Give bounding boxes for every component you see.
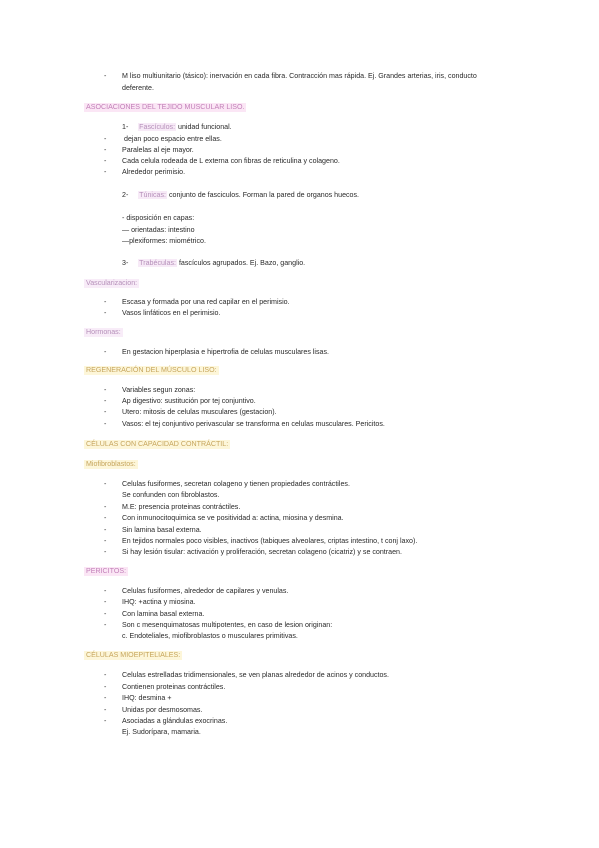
list-item-continuation: c. Endoteliales, miofibroblastos o musculares primitivas. xyxy=(122,632,298,640)
list-item: Unidas por desmosomas. xyxy=(122,706,203,714)
heading-vascularizacion: Vascularizacion: xyxy=(86,279,138,287)
list-item-continuation: Ej. Sudorípara, mamaria. xyxy=(122,728,201,736)
list-item: Asociadas a glándulas exocrinas. xyxy=(122,717,228,725)
list-item: Celulas fusiformes, alrededor de capilares y venulas. xyxy=(122,587,289,595)
item-number: 2- xyxy=(122,191,129,199)
bullet-dash: - xyxy=(104,610,107,618)
list-item: En tejidos normales poco visibles, inactivos (tabiques alveolares, criptas intestino, t conj laxo). xyxy=(122,537,418,545)
bullet-dash: - xyxy=(104,146,107,154)
bullet-dash: - xyxy=(104,348,107,356)
bullet-dash: - xyxy=(104,397,107,405)
list-item: Paralelas al eje mayor. xyxy=(122,146,194,154)
list-item: En gestacion hiperplasia e hipertrofia de celulas musculares lisas. xyxy=(122,348,330,356)
bullet-dash: - xyxy=(104,587,107,595)
list-item: Vasos: el tej conjuntivo perivascular se transforma en celulas musculares. Pericitos. xyxy=(122,420,385,428)
list-item: Escasa y formada por una red capilar en el perimisio. xyxy=(122,298,290,306)
bullet-dash: - xyxy=(104,683,107,691)
bullet-dash: - xyxy=(104,408,107,416)
bullet-dash: - xyxy=(104,537,107,545)
bullet-dash: - xyxy=(104,157,107,165)
intro-line-1: M liso multiunitario (tásico): inervación en cada fibra. Contracción mas rápida. Ej. Grandes arterias, iris, conducto xyxy=(122,72,477,80)
heading-mioepiteliales: CÉLULAS MIOEPITELIALES: xyxy=(86,651,181,659)
heading-hormonas: Hormonas: xyxy=(86,328,121,336)
heading-regeneracion: REGENERACIÓN DEL MÚSCULO LISO: xyxy=(86,366,217,374)
bullet-dash: - xyxy=(104,480,107,488)
bullet-dash: - xyxy=(104,72,107,80)
list-item: IHQ: +actina y miosina. xyxy=(122,598,196,606)
list-item: Alrededor perimisio. xyxy=(122,168,186,176)
list-item: Cada celula rodeada de L externa con fibras de reticulina y colageno. xyxy=(122,157,340,165)
bullet-dash: - xyxy=(104,671,107,679)
list-item: Son c mesenquimatosas multipotentes, en caso de lesion originan: xyxy=(122,621,333,629)
bullet-dash: - xyxy=(104,420,107,428)
list-item: Contienen proteinas contráctiles. xyxy=(122,683,226,691)
term-fasciculos: Fascículos: xyxy=(139,123,176,131)
item-number: 1- xyxy=(122,123,129,131)
bullet-dash: - xyxy=(104,621,107,629)
intro-line-2: deferente. xyxy=(122,84,154,92)
heading-miofibroblastos: Miofibroblastos: xyxy=(86,460,136,468)
term-trabeculas: Trabéculas: xyxy=(139,259,176,267)
numbered-item-2 xyxy=(122,191,359,200)
heading-asociaciones: ASOCIACIONES DEL TEJIDO MUSCULAR LISO. xyxy=(86,103,245,111)
sublist-item: — orientadas: intestino xyxy=(122,226,195,234)
list-item: Celulas fusiformes, secretan colageno y tienen propiedades contráctiles. xyxy=(122,480,350,488)
sublist-item: —plexiformes: miométrico. xyxy=(122,237,206,245)
item-text: conjunto de fasciculos. Forman la pared de organos huecos. xyxy=(166,191,360,199)
list-item: Variables segun zonas: xyxy=(122,386,196,394)
bullet-dash: - xyxy=(104,298,107,306)
heading-pericitos: PERICITOS: xyxy=(86,567,127,575)
list-item: Vasos linfáticos en el perimisio. xyxy=(122,309,221,317)
list-item: Ap digestivo: sustitución por tej conjuntivo. xyxy=(122,397,256,405)
list-item: Con inmunocitoquimica se ve positividad a: actina, miosina y desmina. xyxy=(122,514,344,522)
bullet-dash: - xyxy=(104,168,107,176)
bullet-dash: - xyxy=(104,717,107,725)
list-item: Utero: mitosis de celulas musculares (gestacion). xyxy=(122,408,277,416)
list-item: Si hay lesión tisular: activación y proliferación, secretan colageno (cicatriz) y se contraen. xyxy=(122,548,402,556)
list-item: Celulas estrelladas tridimensionales, se ven planas alrededor de acinos y conductos. xyxy=(122,671,389,679)
item-number: 3- xyxy=(122,259,129,267)
term-tunicas: Túnicas: xyxy=(139,191,166,199)
bullet-dash: - xyxy=(104,598,107,606)
item-text: fascículos agrupados. Ej. Bazo, ganglio. xyxy=(176,259,306,267)
list-item: Sin lamina basal externa. xyxy=(122,526,202,534)
bullet-dash: - xyxy=(104,694,107,702)
list-item-continuation: Se confunden con fibroblastos. xyxy=(122,491,220,499)
bullet-dash: - xyxy=(104,386,107,394)
list-item: dejan poco espacio entre ellas. xyxy=(124,135,222,143)
list-item: Con lamina basal externa. xyxy=(122,610,205,618)
sublist-item: - disposición en capas: xyxy=(122,214,195,222)
heading-celulas-contractil: CÉLULAS CON CAPACIDAD CONTRÁCTIL: xyxy=(86,440,229,448)
bullet-dash: - xyxy=(104,706,107,714)
numbered-item-1 xyxy=(122,123,232,132)
bullet-dash: - xyxy=(104,135,107,143)
bullet-dash: - xyxy=(104,503,107,511)
numbered-item-3 xyxy=(122,259,305,268)
item-text: unidad funcional. xyxy=(176,123,232,131)
bullet-dash: - xyxy=(104,548,107,556)
list-item: IHQ: desmina + xyxy=(122,694,172,702)
bullet-dash: - xyxy=(104,526,107,534)
bullet-dash: - xyxy=(104,309,107,317)
bullet-dash: - xyxy=(104,514,107,522)
list-item: M.E: presencia proteinas contráctiles. xyxy=(122,503,241,511)
